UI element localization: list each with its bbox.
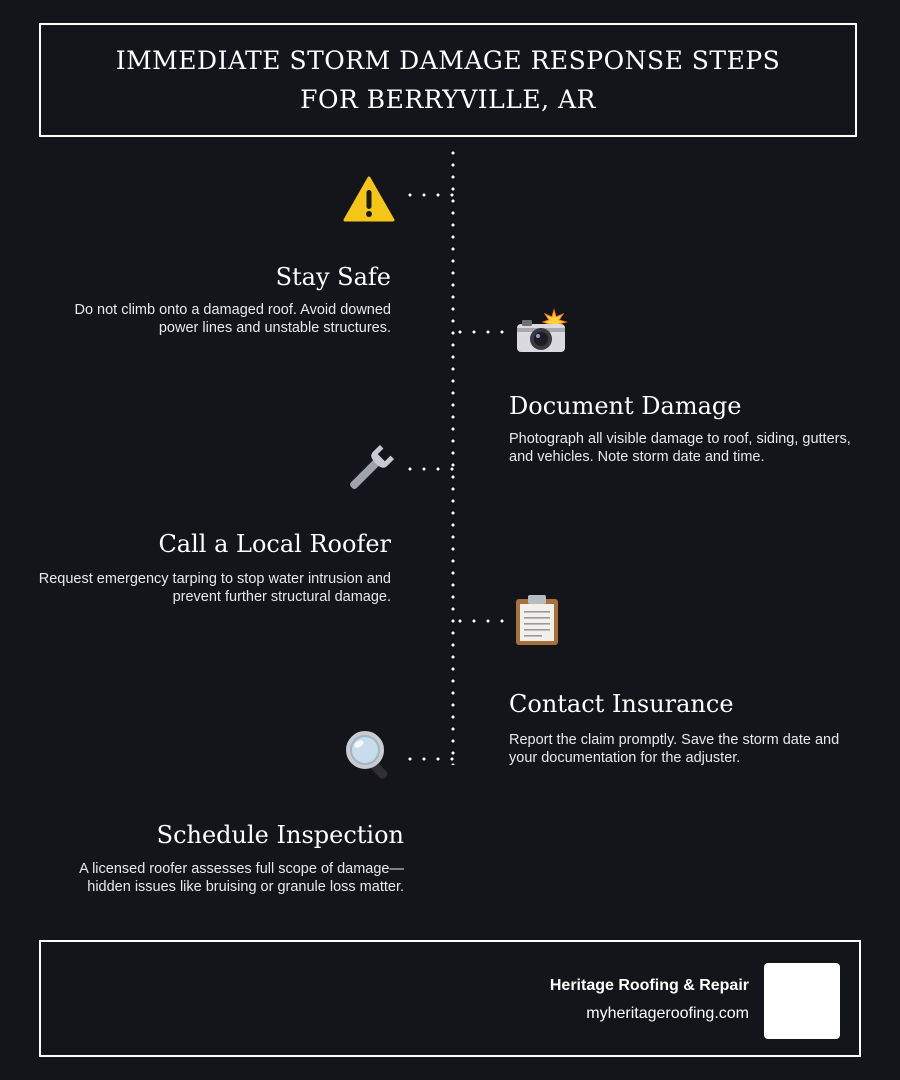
timeline-spine: [451, 147, 455, 765]
camera-flash-icon: [514, 308, 568, 356]
step-title-schedule-inspection: Schedule Inspection: [156, 821, 404, 849]
magnifying-glass-icon: [343, 729, 397, 781]
connector-step-1: [403, 193, 455, 197]
step-description-document-damage: Photograph all visible damage to roof, siding, gutters, and vehicles. Note storm date and time.: [509, 431, 851, 465]
step-description-schedule-inspection: A licensed roofer assesses full scope of damage—hidden issues like bruising or granule loss matter.: [79, 861, 404, 895]
connector-step-4: [453, 619, 505, 623]
step-description-contact-insurance: Report the claim promptly. Save the storm date and your documentation for the adjuster.: [509, 732, 840, 766]
page-title: IMMEDIATE STORM DAMAGE RESPONSE STEPS FOR BERRYVILLE, AR: [115, 46, 781, 114]
connector-step-3: [403, 467, 455, 471]
connector-step-5: [403, 757, 455, 761]
title-banner: [39, 23, 857, 137]
step-title-call-roofer: Call a Local Roofer: [158, 530, 391, 558]
step-title-document-damage: Document Damage: [509, 392, 742, 420]
step-title-stay-safe: Stay Safe: [275, 263, 391, 291]
wrench-icon: [343, 443, 397, 495]
clipboard-icon: [514, 594, 560, 646]
footer-banner: [39, 940, 861, 1057]
warning-icon: [343, 175, 395, 223]
company-name: Heritage Roofing & Repair: [549, 977, 749, 994]
step-description-stay-safe: Do not climb onto a damaged roof. Avoid downed power lines and unstable structures.: [74, 302, 391, 336]
company-logo: [764, 963, 840, 1039]
step-description-call-roofer: Request emergency tarping to stop water intrusion and prevent further structural damage.: [38, 571, 391, 605]
company-website-link[interactable]: myheritageroofing.com: [586, 1005, 749, 1022]
connector-step-2: [453, 330, 505, 334]
step-title-contact-insurance: Contact Insurance: [509, 690, 734, 718]
